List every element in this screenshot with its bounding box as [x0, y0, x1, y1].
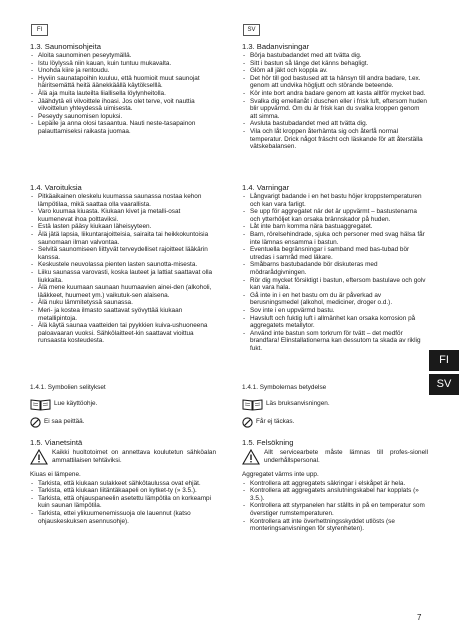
- warning-text: Allt servicearbete måste lämnas till profes-sionell underhållspersonal.: [264, 449, 428, 464]
- list-item: - Havsluft och fuktig luft i allmänhet kan orsaka korrosion på aggregatets metallytor.: [242, 315, 428, 330]
- warning-text: Kaikki huoltotoimet on annettava koulutetun sähköalan ammattilaisen tehtäviksi.: [52, 449, 216, 464]
- section-title: 1.5. Felsökning: [242, 438, 294, 447]
- symptom-text: Kiuas ei lämpene.: [30, 471, 81, 478]
- list-item: - Varo kuumaa kiuasta. Kiukaan kivet ja metalli-osat kuumenevat ihoa polttaviksi.: [30, 208, 216, 223]
- list-item: - Unohda kiire ja rentoudu.: [30, 67, 216, 75]
- list-item: - Peseydy saunomisen lopuksi.: [30, 113, 216, 121]
- list-item: - Istu löylyssä niin kauan, kuin tuntuu mukavalta.: [30, 60, 216, 68]
- symbol-label: Lue käyttöohje.: [54, 400, 98, 408]
- warning-list: [242, 193, 428, 352]
- list-item: - Tarkista, että kiukaan liitäntäkaapeli on kytket-ty (» 3.5.).: [30, 487, 216, 495]
- section-title: 1.5. Vianetsintä: [30, 438, 83, 447]
- no-cover-icon: [30, 417, 41, 428]
- list-item: - Sitt i bastun så länge det känns behagligt.: [242, 60, 428, 68]
- list-item: - Gå inte in i en het bastu om du är påverkad av berusningsmedel (alkohol, mediciner, droger o.d.).: [242, 292, 428, 307]
- list-item: - Meri- ja kostea ilmasto saattavat syövyttää kiukaan metallipintoja.: [30, 307, 216, 322]
- list-item: - Kontrollera att inte överhettningsskyddet utlösts (se monteringsanvisningen för styrenheten).: [242, 518, 428, 533]
- list-item: - Tarkista, että kiukaan sulakkeet sähkötaulussa ovat ehjät.: [30, 480, 216, 488]
- symbol-row-cover: [242, 415, 428, 430]
- page-number: 7: [417, 613, 422, 622]
- symbol-label: Ei saa peittää.: [44, 418, 85, 426]
- section-symbolernas-betydelse: [242, 384, 428, 430]
- warning-list: [30, 193, 216, 345]
- section-vianetsinta: [30, 438, 216, 525]
- section-title: 1.3. Badanvisningar: [242, 42, 310, 51]
- warning-icon: [30, 449, 48, 465]
- list-item: - Estä lasten pääsy kiukaan läheisyyteen.: [30, 223, 216, 231]
- check-list: [30, 480, 216, 526]
- symbol-row-cover: [30, 415, 216, 430]
- list-item: - Det hör till god bastused att ta hänsyn till andra badare, t.ex. genom att undvika högljutt och störande beteende.: [242, 75, 428, 90]
- section-felsokning: [242, 438, 428, 533]
- list-item: - Se upp för aggregatet när det är uppvärmt – bastustenarna och ytterhöljet kan orsaka brännskador på huden.: [242, 208, 428, 223]
- lang-tab-fi: FI: [31, 24, 48, 36]
- lang-tab-sv: SV: [243, 24, 260, 36]
- instruction-list: [242, 52, 428, 151]
- list-item: - Kontrollera att styrpanelen har ställts in på en temperatur som överstiger rumstemperaturen.: [242, 502, 428, 517]
- book-icon: [242, 398, 263, 411]
- list-item: - Rör dig mycket försiktigt i bastun, eftersom bastulave och golv kan vara hala.: [242, 277, 428, 292]
- list-item: - Använd inte bastun som torkrum för tvätt – det medför brandfara! Elinstallationerna kan dessutom ta skada av riklig fukt.: [242, 330, 428, 353]
- section-title: 1.3. Saunomisohjeita: [30, 42, 101, 51]
- book-icon: [30, 398, 51, 411]
- list-item: - Jäähdytä eli vilvoittele ihoasi. Jos olet terve, voit nauttia vilvoittelun yhteydessä uimisesta.: [30, 98, 216, 113]
- list-item: - Eventuella begränsningar i samband med bas-tubad bör utredas i samråd med läkare.: [242, 246, 428, 261]
- list-item: - Sov inte i en uppvärmd bastu.: [242, 307, 428, 315]
- list-item: - Älä aja muita lauteilta liiallisella löylynheitolla.: [30, 90, 216, 98]
- section-title: 1.4. Varoituksia: [30, 183, 82, 192]
- list-item: - Småbarns bastubadande bör diskuteras med mödrarådgivningen.: [242, 261, 428, 276]
- check-list: [242, 480, 428, 533]
- list-item: - Selvitä saunomiseen liittyvät terveydelliset rajoitteet lääkärin kanssa.: [30, 246, 216, 261]
- list-item: - Lepäile ja anna olosi tasaantua. Nauti neste-tasapainon palauttamiseksi raikasta juomaa.: [30, 120, 216, 135]
- symptom-text: Aggregatet värms inte upp.: [242, 471, 319, 478]
- symbol-label: Får ej täckas.: [256, 418, 295, 426]
- section-title: 1.4. Varningar: [242, 183, 290, 192]
- list-item: - Kontrollera att aggregatets anslutningskabel har kopplats (» 3.5.).: [242, 487, 428, 502]
- list-item: - Hyviin saunatapoihin kuuluu, että huomioit muut saunojat häiritsemättä heitä äänekkäällä käytökselllä.: [30, 75, 216, 90]
- list-item: - Långvarigt badande i en het bastu höjer kroppstemperaturen och kan vara farligt.: [242, 193, 428, 208]
- list-item: - Älä nuku lämmitetyssä saunassa.: [30, 299, 216, 307]
- side-tab-fi: FI: [429, 350, 459, 371]
- list-item: - Kör inte bort andra badare genom att kasta alltför mycket bad.: [242, 90, 428, 98]
- symbol-label: Läs bruksanvisningen.: [266, 400, 330, 408]
- section-title: 1.4.1. Symbolien selitykset: [30, 384, 106, 391]
- symbol-row-manual: [242, 397, 428, 412]
- list-item: - Tarkista, että ohjauspaneelin asetettu lämpötila on korkeampi kuin saunan lämpötila.: [30, 495, 216, 510]
- section-varoituksia: [30, 183, 216, 345]
- list-item: - Låt inte barn komma nära bastuaggregatet.: [242, 223, 428, 231]
- section-varningar: [242, 183, 428, 352]
- section-saunomisohjeita: [30, 42, 216, 136]
- section-title: 1.4.1. Symbolernas betydelse: [242, 384, 327, 391]
- instruction-list: [30, 52, 216, 136]
- warning-note: [30, 449, 216, 465]
- list-item: - Kontrollera att aggregatets säkringar i elskåpet är hela.: [242, 480, 428, 488]
- list-item: - Keskustele neuvolassa pienten lasten saunotta-misesta.: [30, 261, 216, 269]
- side-tab-sv: SV: [429, 374, 459, 395]
- warning-note: [242, 449, 428, 465]
- warning-icon: [242, 449, 260, 465]
- section-badanvisningar: [242, 42, 428, 151]
- symbol-row-manual: [30, 397, 216, 412]
- list-item: - Älä mene kuumaan saunaan huumaavien ainei-den (alkoholi, lääkkeet, huumeet ym.) vaikutuk-sen alaisena.: [30, 284, 216, 299]
- list-item: - Liiku saunassa varovasti, koska lauteet ja lattiat saattavat olla liukkaita.: [30, 269, 216, 284]
- list-item: - Pitkäaikainen oleskelu kuumassa saunassa nostaa kehon lämpötilaa, mikä saattaa olla vaarallista.: [30, 193, 216, 208]
- list-item: - Älä käytä saunaa vaatteiden tai pyykkien kuiva-ushuoneena paloavaaran vuoksi. Sähkölaitteet-kin saattavat vioittua runsaasta kosteudesta.: [30, 322, 216, 345]
- list-item: - Tarkista, ettei ylikuumenemissuoja ole lauennut (katso ohjauskeskuksen asennusohje).: [30, 510, 216, 525]
- list-item: - Avsluta bastubadandet med att tvätta dig.: [242, 120, 428, 128]
- list-item: - Älä jätä lapsia, liikuntarajoitteisia, sairaita tai heikkokuntoisia saunomaan ilman valvontaa.: [30, 231, 216, 246]
- list-item: - Aloita saunominen peseytymällä.: [30, 52, 216, 60]
- list-item: - Börja bastubadandet med att tvätta dig.: [242, 52, 428, 60]
- list-item: - Svalka dig emellanåt i duschen eller i frisk luft, eftersom huden blir uppvärmd. Om du är frisk kan du svalka kroppen genom att simma.: [242, 98, 428, 121]
- list-item: - Vila och låt kroppen återhämta sig och återfå normal temperatur. Drick något fräscht och läskande för att återställa vätskebalansen.: [242, 128, 428, 151]
- list-item: - Glöm all jäkt och koppla av.: [242, 67, 428, 75]
- section-symbolien-selitykset: [30, 384, 216, 430]
- no-cover-icon: [242, 417, 253, 428]
- list-item: - Barn, rörelsehindrade, sjuka och personer med svag hälsa får inte lämnas ensamma i bastun.: [242, 231, 428, 246]
